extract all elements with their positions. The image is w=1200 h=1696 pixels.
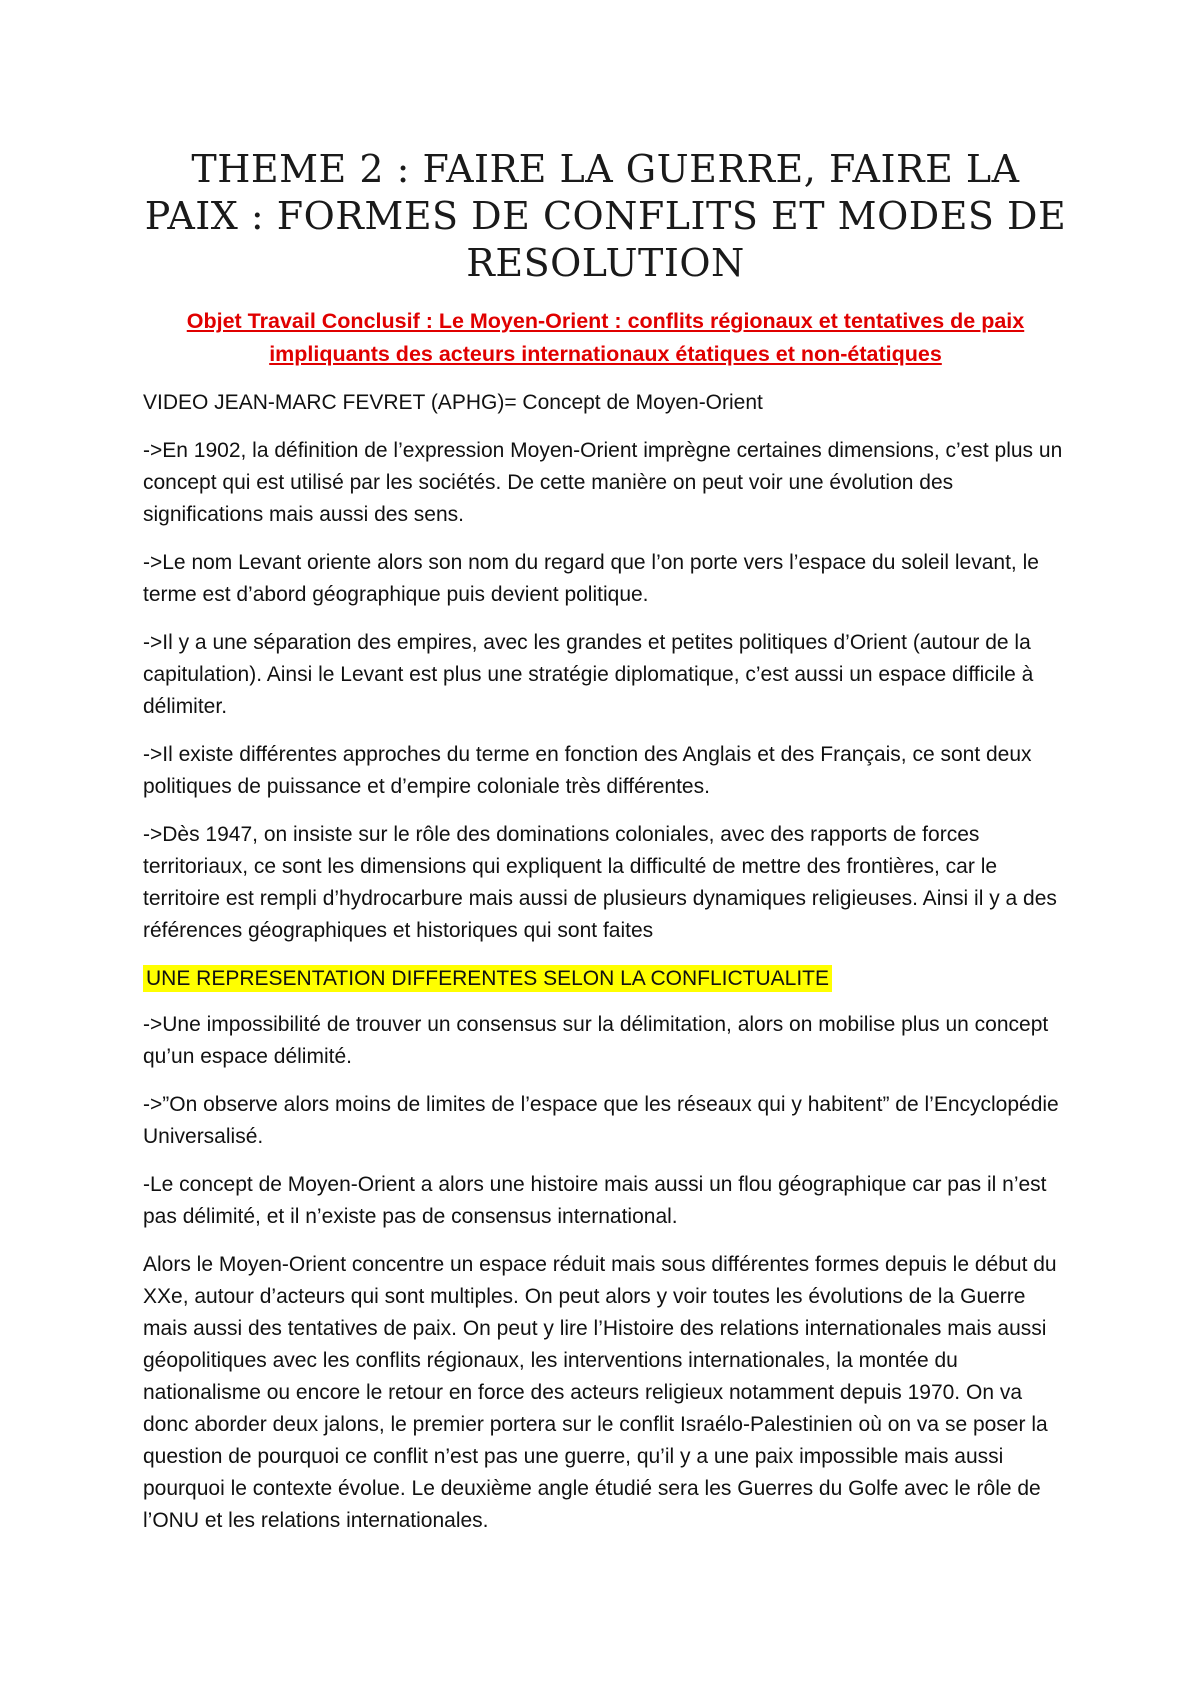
highlight-heading-wrapper	[143, 963, 1068, 995]
paragraph-encyclopedia-quote: ->”On observe alors moins de limites de l’espace que les réseaux qui y habitent” de l’Encyclopédie Universalisé.	[143, 1093, 1059, 1148]
paragraph-concept-history: -Le concept de Moyen-Orient a alors une histoire mais aussi un flou géographique car pas il n’est pas délimité, et il n’existe pas de consensus international.	[143, 1173, 1047, 1228]
paragraph-1902-definition: ->En 1902, la définition de l’expression Moyen-Orient imprègne certaines dimensions, c’est plus un concept qui est utilisé par les sociétés. De cette manière on peut voir une évolution des significations mais aussi des sens.	[143, 439, 1063, 526]
paragraph-consensus: ->Une impossibilité de trouver un consensus sur la délimitation, alors on mobilise plus un concept qu’un espace délimité.	[143, 1013, 1049, 1068]
document-page	[143, 146, 1068, 1553]
paragraph-approaches: ->Il existe différentes approches du terme en fonction des Anglais et des Français, ce sont deux politiques de puissance et d’empire coloniale très différentes.	[143, 743, 1032, 798]
objective-heading: Objet Travail Conclusif : Le Moyen-Orient : conflits régionaux et tentatives de paix impliquants des acteurs internationaux étatiques et non-étatiques	[186, 309, 1025, 366]
paragraph-empires-separation: ->Il y a une séparation des empires, avec les grandes et petites politiques d’Orient (autour de la capitulation). Ainsi le Levant est plus une stratégie diplomatique, c’est aussi un espace difficile à délimiter.	[143, 631, 1034, 718]
highlighted-section-heading: UNE REPRESENTATION DIFFERENTES SELON LA CONFLICTUALITE	[143, 965, 832, 992]
document-title: THEME 2 : FAIRE LA GUERRE, FAIRE LA PAIX : FORMES DE CONFLITS ET MODES DE RESOLUTION	[144, 147, 1067, 285]
paragraph-1947-dominations: ->Dès 1947, on insiste sur le rôle des dominations coloniales, avec des rapports de forces territoriaux, ce sont les dimensions qui expliquent la difficulté de mettre des frontières, car le territoire est rempli d’hydrocarbure mais aussi de plusieurs dynamiques religieuses. Ainsi il y a des références géographiques et historiques qui sont faites	[143, 823, 1057, 942]
paragraph-conclusion: Alors le Moyen-Orient concentre un espace réduit mais sous différentes formes depuis le début du XXe, autour d’acteurs qui sont multiples. On peut alors y voir toutes les évolutions de la Guerre mais aussi des tentatives de paix. On peut y lire l’Histoire des relations internationales mais aussi géopolitiques avec les conflits régionaux, les interventions internationales, la montée du nationalisme ou encore le retour en force des acteurs religieux notamment depuis 1970. On va donc aborder deux jalons, le premier portera sur le conflit Israélo-Palestinien où on va se poser la question de pourquoi ce conflit n’est pas une guerre, qu’il y a une paix impossible mais aussi pourquoi le contexte évolue. Le deuxième angle étudié sera les Guerres du Golfe avec le rôle de l’ONU et les relations internationales.	[143, 1253, 1057, 1532]
paragraph-levant-name: ->Le nom Levant oriente alors son nom du regard que l’on porte vers l’espace du soleil levant, le terme est d’abord géographique puis devient politique.	[143, 551, 1039, 606]
video-reference-line: VIDEO JEAN-MARC FEVRET (APHG)= Concept de Moyen-Orient	[143, 391, 763, 414]
